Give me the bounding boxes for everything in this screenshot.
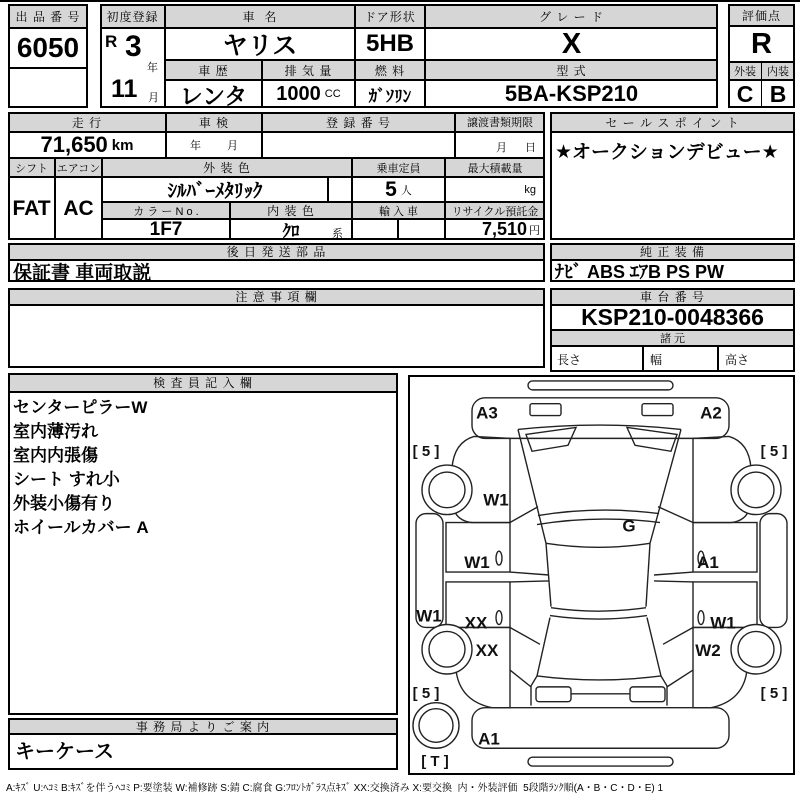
mileage-header: 走 行 — [8, 112, 166, 132]
fuel-value: ｶﾞｿﾘﾝ — [355, 80, 425, 108]
right-wiper — [627, 427, 677, 451]
mark-tire-front-right: [ 5 ] — [760, 443, 788, 461]
history-value: レンタ — [165, 80, 262, 108]
model-code-value: 5BA-KSP210 — [425, 80, 718, 108]
inspection-header: 車 検 — [166, 112, 262, 132]
mark-rear-bumper: A1 — [478, 729, 500, 749]
fuel-header: 燃 料 — [355, 60, 425, 80]
cowl-line-2 — [537, 519, 660, 525]
roof-rear-line-2 — [550, 616, 647, 619]
mark-tire-front-left: [ 5 ] — [412, 443, 440, 461]
recycle-deposit-value: 7,510 — [481, 219, 527, 239]
rear-trim-bar — [528, 757, 673, 766]
mark-tire-rear-right: [ 5 ] — [760, 684, 788, 702]
damage-diagram — [408, 375, 795, 775]
first-registration-year: 3 — [125, 30, 142, 63]
left-a-pillar-line — [510, 507, 538, 523]
left-tail-light — [536, 687, 571, 702]
first-registration-era: R — [105, 32, 118, 51]
interior-grade-value: B — [761, 80, 795, 108]
rear-window-left-edge — [537, 618, 550, 676]
cautions-content — [8, 305, 545, 368]
interior-color-suffix: 系 — [332, 228, 343, 240]
color-no-header: カ ラ ー N o . — [102, 202, 230, 219]
first-registration-year-unit: 年 — [147, 62, 158, 74]
inspector-notes-content — [8, 392, 398, 715]
car-top-view-diagram — [410, 377, 793, 773]
specs-header: 諸 元 — [550, 330, 795, 346]
inspector-note-line: 室内薄汚れ — [13, 422, 98, 441]
right-headlight — [642, 404, 673, 416]
recycle-deposit-unit: 円 — [529, 224, 540, 237]
recycle-deposit-header: リサイクル預託金 — [445, 202, 545, 219]
rear-window-right-edge — [647, 618, 661, 676]
transfer-deadline-cell — [455, 132, 545, 158]
chassis-no-value: KSP210-0048366 — [550, 305, 795, 330]
spec-length-cell: 長さ — [550, 346, 643, 372]
inspection-year-label: 年 — [190, 140, 201, 152]
spec-height-cell: 高さ — [718, 346, 795, 372]
mark-quarter-right: W2 — [695, 641, 721, 661]
recycle-deposit-cell — [445, 219, 545, 240]
grade-header: グ レ ー ド — [425, 4, 718, 28]
roof-rear-line-1 — [551, 608, 646, 611]
exterior-color-value: ｼﾙﾊﾞｰﾒﾀﾘｯｸ — [102, 177, 328, 202]
office-notice-header: 事 務 局 よ り ご 案 内 — [8, 718, 398, 734]
mark-front-door-right: A1 — [697, 553, 719, 573]
imported-cell-2 — [398, 219, 445, 240]
right-b-pillar-line — [654, 572, 693, 575]
imported-header: 輸 入 車 — [352, 202, 445, 219]
mark-front-bumper-left: A3 — [476, 403, 498, 423]
spec-width-cell: 幅 — [643, 346, 718, 372]
mark-rear-door-right: W1 — [710, 613, 736, 633]
first-registration-month: 11 — [111, 75, 138, 103]
capacity-value: 5 — [385, 177, 397, 201]
damage-code-legend: A:ｷｽﾞ U:ﾍｺﾐ B:ｷｽﾞを伴うﾍｺﾐ P:要塗装 W:補修跡 S:錆 C:腐食 G:ﾌﾛﾝﾄｶﾞﾗｽ点ｷｽﾞ XX:交換済み X:要交換 内・外装評価 5段階ﾗﾝｸ順(A・B・C・D・E) 1 — [6, 783, 664, 794]
mark-windshield: G — [622, 516, 636, 536]
car-name-header: 車 名 — [165, 4, 355, 28]
right-a-pillar-line — [658, 507, 693, 523]
inspection-month-label: 月 — [227, 140, 238, 152]
right-tail-light — [630, 687, 665, 702]
grade-value: X — [425, 28, 718, 60]
mark-front-fender-left: W1 — [483, 490, 509, 510]
mark-front-door-left: W1 — [464, 553, 490, 573]
windshield-top-edge — [518, 425, 681, 429]
rear-left-door-handle — [496, 611, 502, 625]
windshield-left-edge — [518, 429, 546, 543]
inspector-note-line: センターピラーW — [13, 398, 148, 417]
mileage-unit: km — [111, 136, 134, 154]
aircon-header: エアコン — [55, 158, 102, 177]
displacement-cell — [262, 80, 355, 108]
first-registration-header: 初度登録 — [100, 4, 165, 28]
color-no-value: 1F7 — [102, 219, 230, 240]
max-load-header: 最大積載量 — [445, 158, 545, 177]
model-code-header: 型 式 — [425, 60, 718, 80]
car-name-value: ヤリス — [165, 28, 355, 60]
windshield-right-edge — [650, 429, 681, 543]
imported-cell-1 — [352, 219, 398, 240]
capacity-unit: 人 — [400, 184, 412, 197]
door-shape-header: ドア形状 — [355, 4, 425, 28]
cowl-line-1 — [538, 510, 659, 516]
chassis-no-header: 車 台 番 号 — [550, 288, 795, 305]
registration-no-cell — [262, 132, 455, 158]
capacity-cell — [352, 177, 445, 202]
shift-header: シフト — [8, 158, 55, 177]
mileage-value: 71,650 — [40, 132, 108, 157]
sales-point-value: ★オークションデビュー★ — [550, 132, 795, 240]
top-rule — [0, 0, 800, 2]
inspector-note-line: 室内内張傷 — [13, 446, 98, 465]
front-bumper — [472, 398, 729, 439]
mileage-cell — [8, 132, 166, 158]
office-notice-content: キーケース — [8, 734, 398, 770]
inspector-note-line: ホイールカバー A — [13, 518, 149, 537]
score-header: 評価点 — [728, 4, 795, 26]
left-quarter-trunk-line — [510, 670, 531, 687]
interior-grade-header: 内装 — [761, 62, 795, 80]
mark-front-bumper-right: A2 — [700, 403, 722, 423]
exterior-grade-value: C — [728, 80, 762, 108]
right-b-pillar-line2 — [654, 581, 693, 582]
genuine-equipment-content: ﾅﾋﾞ ABS ｴｱB PS PW — [550, 260, 795, 282]
interior-color-cell — [230, 219, 352, 240]
rear-right-door-handle — [698, 611, 704, 625]
mark-spare-tire: [ T ] — [421, 753, 449, 771]
inspector-note-line: 外装小傷有り — [13, 494, 115, 513]
left-b-pillar-line2 — [510, 581, 549, 582]
later-parts-header: 後 日 発 送 部 品 — [8, 243, 545, 260]
exterior-color-header: 外 装 色 — [102, 158, 352, 177]
mark-quarter-left: XX — [475, 641, 499, 661]
auction-no-header: 出 品 番 号 — [8, 4, 88, 28]
registration-no-header: 登 録 番 号 — [262, 112, 455, 132]
right-c-pillar-line — [663, 627, 693, 644]
exterior-color-empty-cell — [328, 177, 352, 202]
inspector-notes-header: 検 査 員 記 入 欄 — [8, 373, 398, 392]
later-parts-content: 保証書 車両取説 — [8, 260, 545, 282]
right-sill — [760, 514, 787, 628]
mark-tire-rear-left: [ 5 ] — [412, 684, 440, 702]
genuine-equipment-header: 純 正 装 備 — [550, 243, 795, 260]
left-c-pillar-line — [510, 627, 540, 644]
transfer-deadline-header: 譲渡書類期限 — [455, 112, 545, 132]
aircon-value: AC — [55, 177, 102, 240]
displacement-header: 排 気 量 — [262, 60, 355, 80]
rear-window-bottom-edge — [537, 676, 661, 680]
left-b-pillar-line — [510, 572, 549, 575]
interior-color-header: 内 装 色 — [230, 202, 352, 219]
history-header: 車 歴 — [165, 60, 262, 80]
inspection-cell — [166, 132, 262, 158]
door-shape-value: 5HB — [355, 28, 425, 60]
roof-right-edge — [646, 543, 650, 606]
auction-no-value: 6050 — [8, 28, 88, 68]
first-registration-cell — [100, 28, 165, 108]
max-load-cell: kg — [445, 177, 545, 202]
right-quarter-trunk-line — [667, 670, 693, 687]
exterior-grade-header: 外装 — [728, 62, 762, 80]
interior-color-value: ｸﾛ — [282, 222, 300, 241]
windshield-bottom-edge — [546, 543, 650, 547]
cautions-header: 注 意 事 項 欄 — [8, 288, 545, 305]
left-wiper — [526, 427, 576, 451]
mark-rocker-left: W1 — [416, 606, 442, 626]
sales-point-header: セ ー ル ス ポ イ ン ト — [550, 112, 795, 132]
transfer-day-label: 日 — [525, 142, 536, 154]
score-value: R — [728, 26, 795, 62]
front-trim-bar — [528, 381, 673, 390]
first-registration-month-unit: 月 — [148, 92, 159, 104]
displacement-value: 1000 — [276, 82, 321, 105]
displacement-unit: CC — [324, 88, 341, 100]
left-headlight — [530, 404, 561, 416]
front-left-door-handle — [496, 551, 502, 565]
spare-tire — [413, 703, 459, 749]
transfer-month-label: 月 — [496, 142, 507, 154]
shift-value: FAT — [8, 177, 55, 240]
inspector-note-line: シート すれ小 — [13, 470, 120, 489]
rear-bumper — [472, 708, 729, 749]
mark-rear-door-left: XX — [464, 613, 488, 633]
capacity-header: 乗車定員 — [352, 158, 445, 177]
auction-no-empty-cell — [8, 68, 88, 108]
